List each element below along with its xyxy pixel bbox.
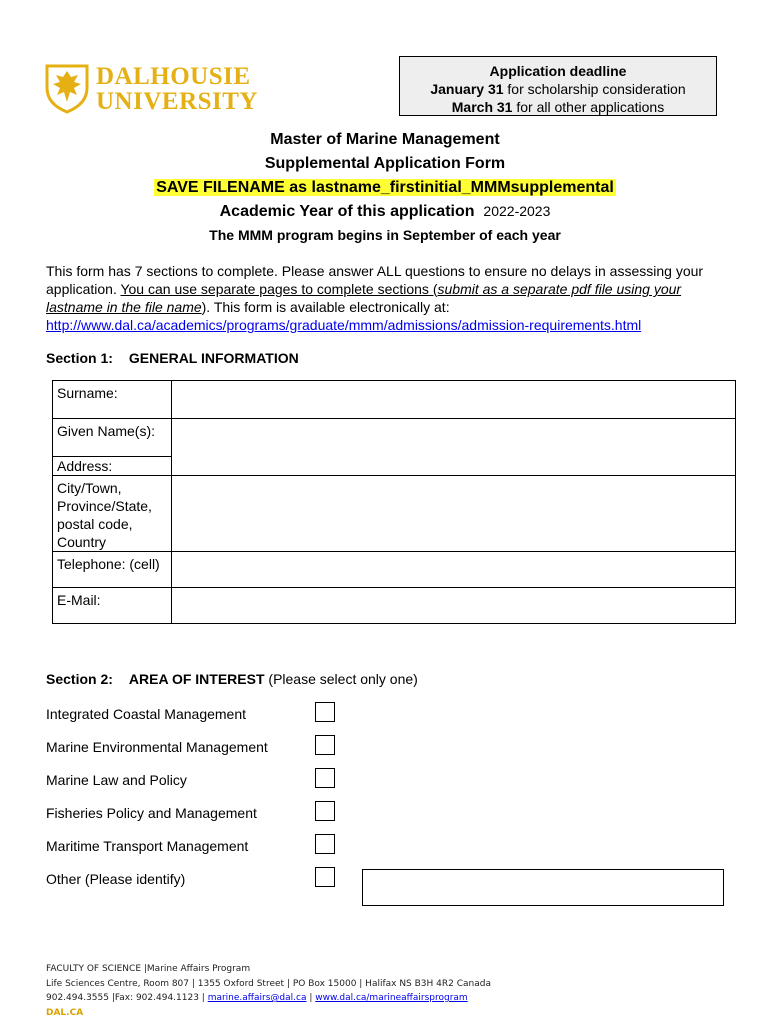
table-row xyxy=(53,476,736,552)
academic-year-label: Academic Year of this application xyxy=(219,203,475,220)
given-names-field[interactable] xyxy=(172,419,736,476)
logo-wordmark xyxy=(96,64,258,114)
section-1-heading: Section 1: GENERAL INFORMATION xyxy=(46,350,299,366)
email-field[interactable] xyxy=(172,588,736,624)
section-2-heading: Section 2: AREA OF INTEREST (Please select only one) xyxy=(46,671,418,687)
checkbox-other[interactable] xyxy=(315,867,335,887)
page-footer xyxy=(46,962,491,1020)
intro-paragraph: This form has 7 sections to complete. Please answer ALL questions to ensure no delays in assessing your application. You can use separate pages to complete sections (submit as a separate pdf file using your lastname in the file name). This form is available electronically at: http://www.dal.ca/academics/programs/graduate/mmm/admissions/admission-requirements.html xyxy=(46,263,704,333)
option-maritime-transport-management: Maritime Transport Management xyxy=(46,838,249,854)
dalhousie-crest-icon xyxy=(44,62,90,114)
address-field[interactable] xyxy=(172,476,736,552)
table-row xyxy=(53,419,736,457)
option-integrated-coastal-management: Integrated Coastal Management xyxy=(46,706,247,722)
footer-dal-ca: DAL.CA xyxy=(46,1007,84,1018)
footer-faculty: FACULTY OF SCIENCE |Marine Affairs Program xyxy=(46,964,251,974)
other-identify-field[interactable] xyxy=(362,869,724,906)
address-label: Address: xyxy=(53,457,172,476)
footer-contact: 902.494.3555 |Fax: 902.494.1123 | marine.affairs@dal.ca | www.dal.ca/marineaffairsprogram xyxy=(46,993,468,1003)
deadline-title: Application deadline xyxy=(489,63,627,79)
option-other: Other (Please identify) xyxy=(46,871,186,887)
footer-web-link[interactable]: www.dal.ca/marineaffairsprogram xyxy=(315,993,468,1003)
logo-line-1: DALHOUSIE xyxy=(96,63,251,90)
program-begins-note: The MMM program begins in September of each year xyxy=(209,227,561,243)
footer-address: Life Sciences Centre, Room 807 | 1355 Oxford Street | PO Box 15000 | Halifax NS B3H 4R2 Canada xyxy=(46,978,491,989)
logo-line-2: UNIVERSITY xyxy=(96,88,258,115)
form-title-program: Master of Marine Management xyxy=(270,131,500,148)
academic-year-value: 2022-2023 xyxy=(483,203,551,219)
checkbox-integrated-coastal-management[interactable] xyxy=(315,702,335,722)
checkbox-marine-law-and-policy[interactable] xyxy=(315,768,335,788)
surname-field[interactable] xyxy=(172,381,736,419)
table-row xyxy=(53,552,736,588)
dalhousie-logo xyxy=(44,62,258,116)
checkbox-maritime-transport-management[interactable] xyxy=(315,834,335,854)
checkbox-marine-environmental-management[interactable] xyxy=(315,735,335,755)
general-information-table xyxy=(52,380,736,624)
checkbox-fisheries-policy-and-management[interactable] xyxy=(315,801,335,821)
academic-year-line xyxy=(0,203,770,221)
separate-pages-note: You can use separate pages to complete sections (submit as a separate pdf file using your lastname in the file name xyxy=(46,281,682,315)
deadline-march: March 31 for all other applications xyxy=(451,99,665,115)
deadline-box xyxy=(399,56,717,116)
option-fisheries-policy-and-management: Fisheries Policy and Management xyxy=(46,805,257,821)
given-names-label: Given Name(s): xyxy=(53,419,172,457)
telephone-label: Telephone: (cell) xyxy=(53,552,172,588)
surname-label: Surname: xyxy=(53,381,172,419)
option-marine-law-and-policy: Marine Law and Policy xyxy=(46,772,187,788)
form-title-supplemental: Supplemental Application Form xyxy=(264,155,506,172)
city-province-postal-country-label: City/Town, Province/State, postal code, Country xyxy=(53,476,172,552)
option-marine-environmental-management: Marine Environmental Management xyxy=(46,739,268,755)
telephone-field[interactable] xyxy=(172,552,736,588)
deadline-january: January 31 for scholarship consideration xyxy=(430,81,686,97)
footer-email-link[interactable]: marine.affairs@dal.ca xyxy=(207,993,307,1003)
table-row xyxy=(53,381,736,419)
email-label: E-Mail: xyxy=(53,588,172,624)
admission-requirements-link[interactable]: http://www.dal.ca/academics/programs/graduate/mmm/admissions/admission-requirements.html xyxy=(46,317,642,333)
save-filename-instruction: SAVE FILENAME as lastname_firstinitial_MMMsupplemental xyxy=(156,179,614,196)
table-row xyxy=(53,588,736,624)
